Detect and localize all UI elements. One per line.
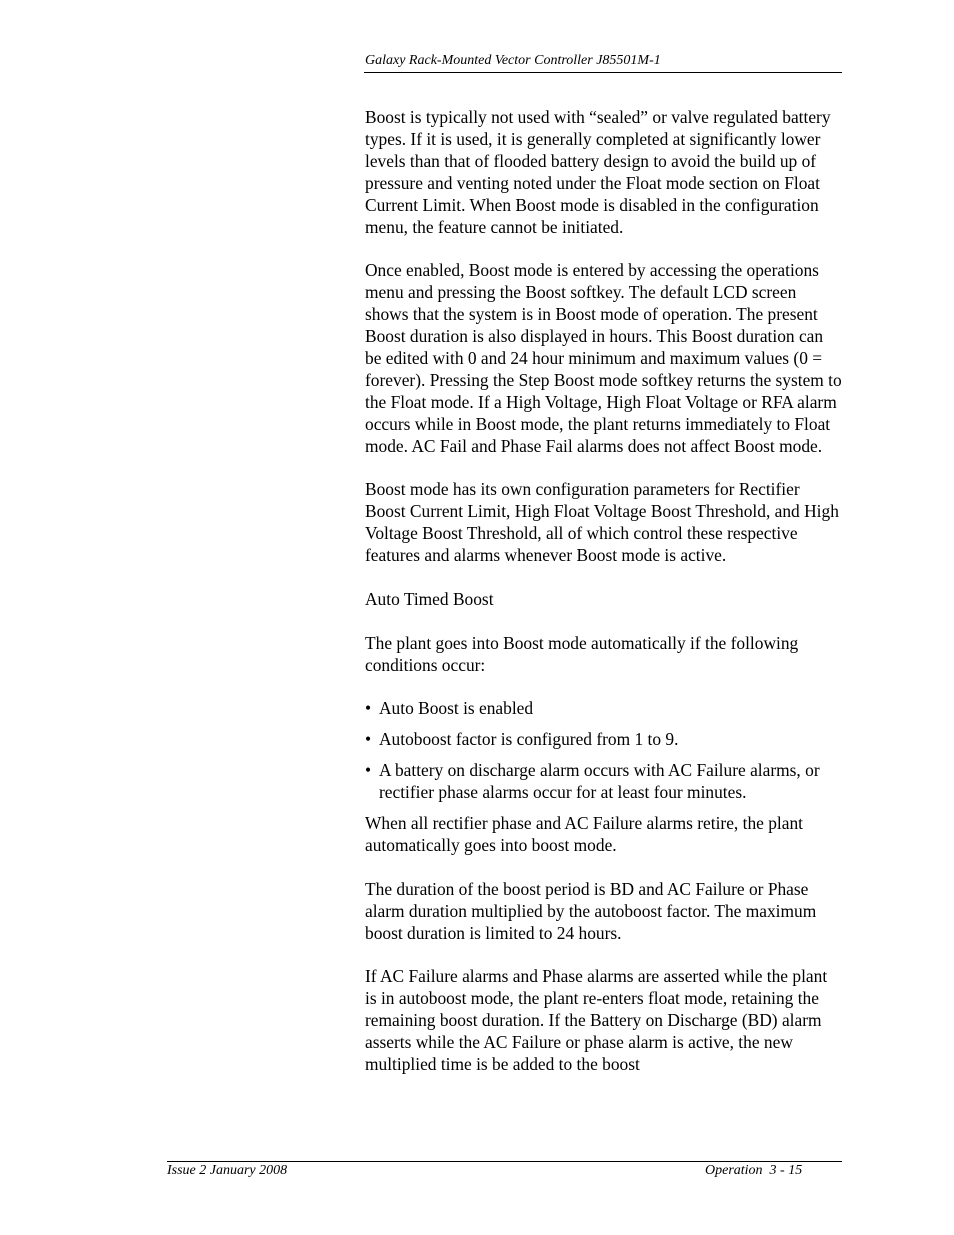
paragraph-boost-config-parameters: Boost mode has its own configuration parameters for Rectifier Boost Current Limit, High Float Voltage Boost Threshold, and High Voltage Boost Threshold, all of which control these respective features and alarms whenever Boost mode is active. bbox=[365, 479, 839, 566]
bullet-glyph: • bbox=[365, 729, 372, 750]
page-body bbox=[365, 107, 843, 1098]
header-divider bbox=[364, 72, 842, 73]
list-item-text: Auto Boost is enabled bbox=[379, 698, 534, 719]
paragraph-boost-mode-entry: Once enabled, Boost mode is entered by accessing the operations menu and pressing the Boost softkey. The default LCD screen shows that the system is in Boost mode of operation. The present Boost duration is also displayed in hours. This Boost duration can be edited with 0 and 24 hour minimum and maximum values (0 = forever). Pressing the Step Boost mode softkey returns the system to the Float mode. If a High Voltage, High Float Voltage or RFA alarm occurs while in Boost mode, the plant returns immediately to Float mode. AC Fail and Phase Fail alarms does not affect Boost mode. bbox=[365, 260, 842, 456]
list-item bbox=[365, 760, 843, 804]
conditions-list bbox=[365, 698, 843, 804]
footer-page-number: Operation 3 - 15 bbox=[705, 1163, 803, 1178]
list-item-text: A battery on discharge alarm occurs with AC Failure alarms, or rectifier phase alarms occur for at least four minutes. bbox=[379, 760, 820, 803]
subheading-auto-timed-boost: Auto Timed Boost bbox=[365, 588, 494, 609]
list-item bbox=[365, 729, 843, 751]
paragraph-boost-duration: The duration of the boost period is BD and AC Failure or Phase alarm duration multiplied by the autoboost factor. The maximum boost duration is limited to 24 hours. bbox=[365, 878, 817, 943]
paragraph-auto-boost-conditions: The plant goes into Boost mode automatically if the following conditions occur: bbox=[365, 632, 799, 675]
paragraph-alarms-retire: When all rectifier phase and AC Failure alarms retire, the plant automatically goes into boost mode. bbox=[365, 813, 803, 855]
list-item-text: Autoboost factor is configured from 1 to 9. bbox=[379, 729, 679, 750]
bullet-glyph: • bbox=[365, 760, 372, 781]
paragraph-boost-sealed-batteries: Boost is typically not used with “sealed” or valve regulated battery types. If it is used, it is generally completed at significantly lower levels than that of flooded battery design to avoid the build up of pressure and venting noted under the Float mode section on Float Current Limit. When Boost mode is disabled in the configuration menu, the feature cannot be initiated. bbox=[365, 107, 831, 237]
bullet-glyph: • bbox=[365, 698, 372, 719]
running-header-title: Galaxy Rack-Mounted Vector Controller J85501M-1 bbox=[365, 53, 661, 68]
list-item bbox=[365, 698, 843, 720]
footer-issue-date: Issue 2 January 2008 bbox=[167, 1163, 288, 1178]
paragraph-alarms-during-autoboost: If AC Failure alarms and Phase alarms are asserted while the plant is in autoboost mode, the plant re-enters float mode, retaining the remaining boost duration. If the Battery on Discharge (BD) alarm asserts while the AC Failure or phase alarm is active, the new multiplied time is be added to the boost bbox=[365, 966, 828, 1074]
